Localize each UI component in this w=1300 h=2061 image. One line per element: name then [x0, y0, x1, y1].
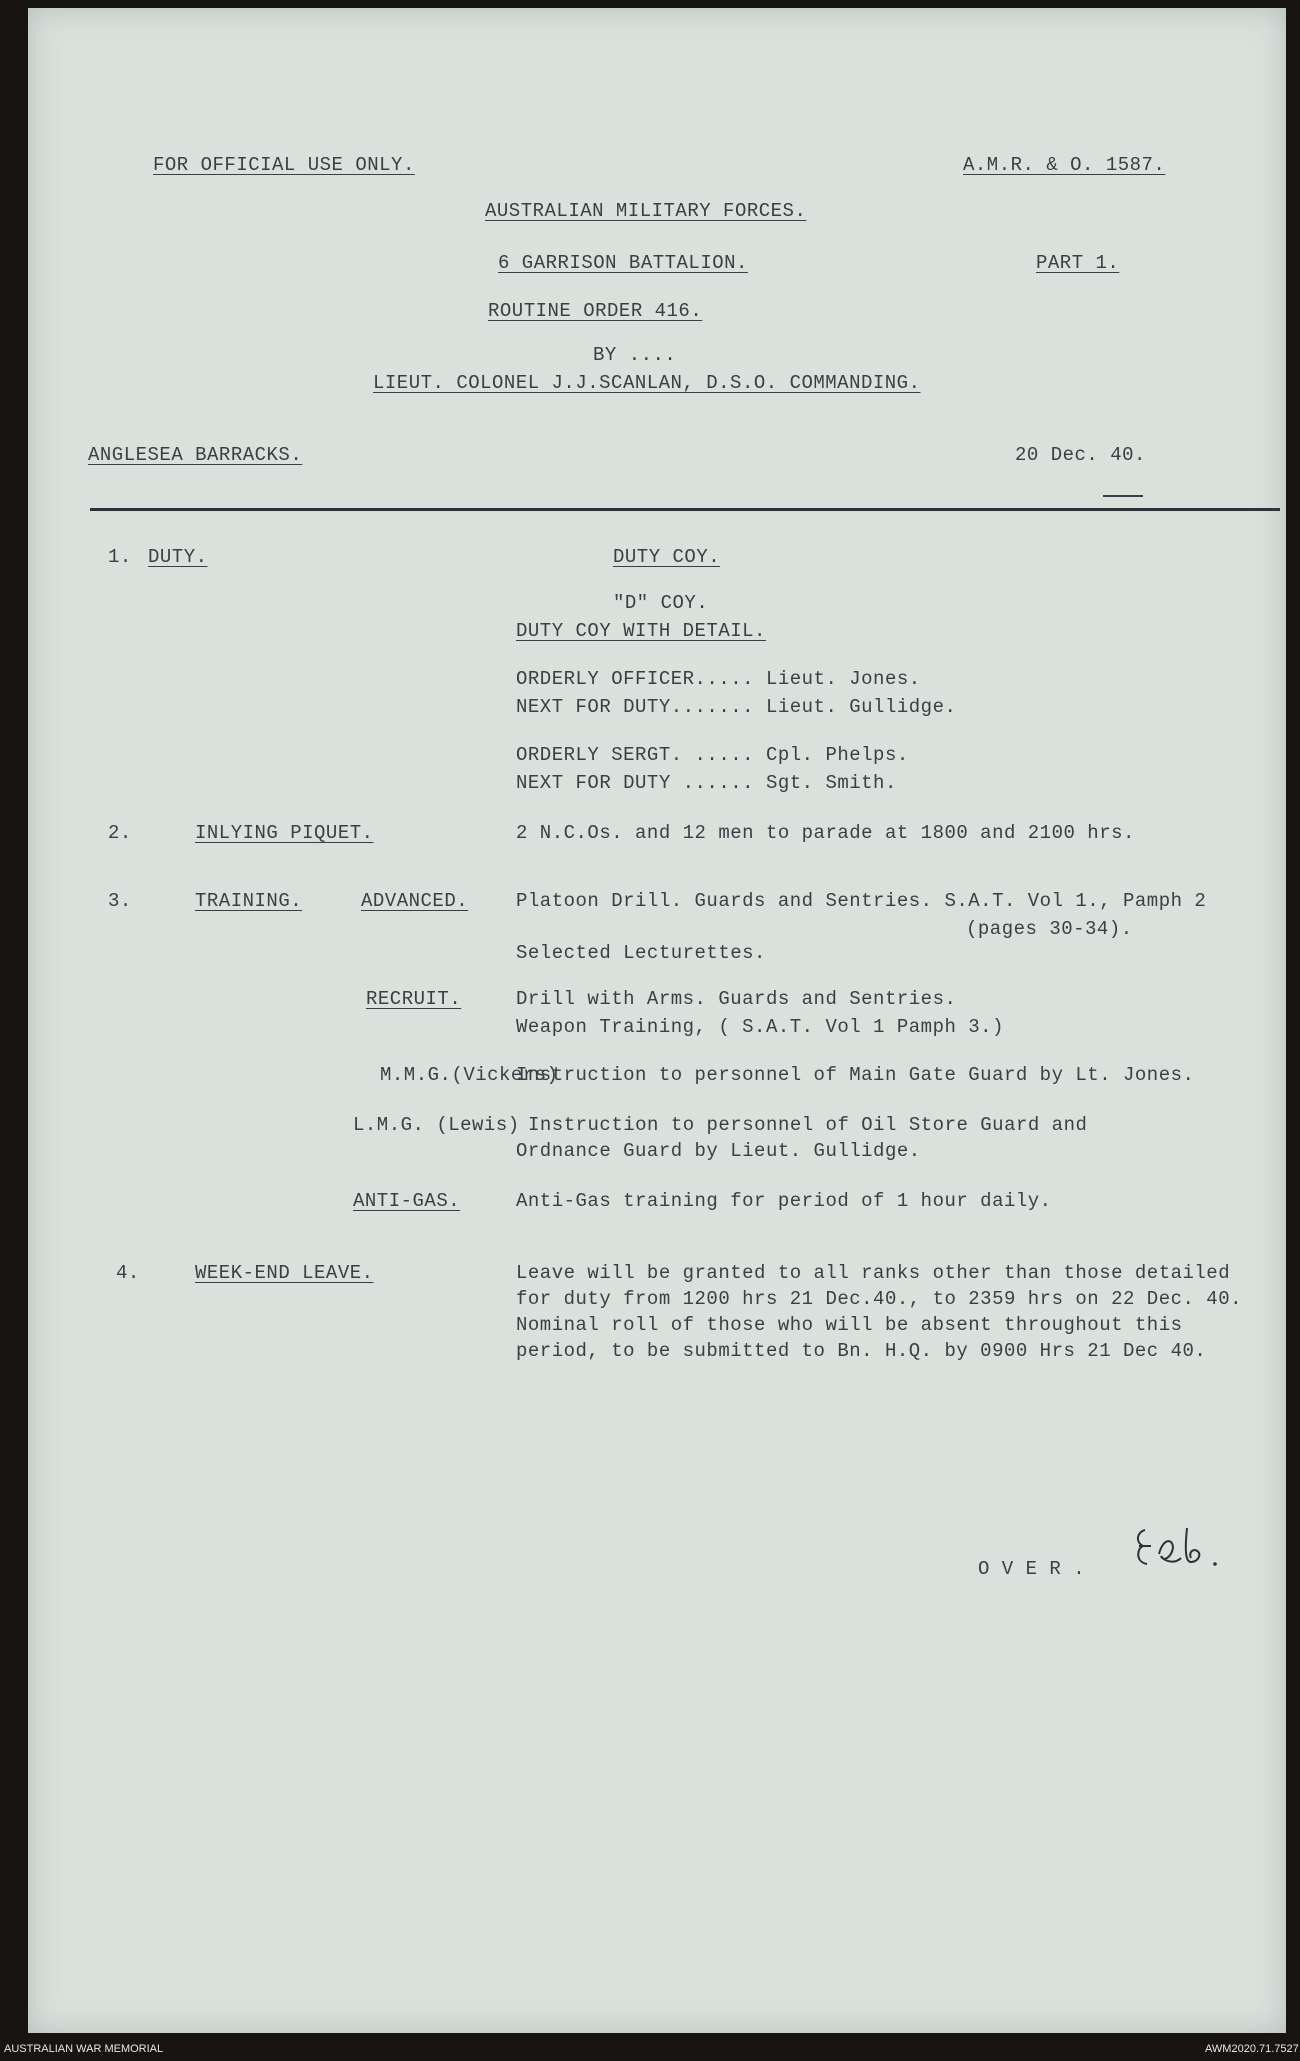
lmg-label: L.M.G. (Lewis) — [353, 1114, 520, 1136]
lmg-line: Instruction to personnel of Oil Store Guard and — [528, 1114, 1088, 1136]
part-label: PART 1. — [1036, 252, 1120, 274]
item-4-label: WEEK-END LEAVE. — [195, 1262, 374, 1284]
recruit-line: Drill with Arms. Guards and Sentries. — [516, 988, 957, 1010]
lmg-line: Ordnance Guard by Lieut. Gullidge. — [516, 1140, 921, 1162]
archive-caption-left: AUSTRALIAN WAR MEMORIAL — [4, 2043, 164, 2055]
mmg-text: Instruction to personnel of Main Gate Guard by Lt. Jones. — [516, 1064, 1195, 1086]
routine-order-title: ROUTINE ORDER 416. — [488, 300, 703, 322]
antigas-text: Anti-Gas training for period of 1 hour daily. — [516, 1190, 1052, 1212]
over-label: O V E R . — [978, 1558, 1086, 1580]
date-underline — [1103, 495, 1143, 497]
forces-title: AUSTRALIAN MILITARY FORCES. — [485, 200, 807, 222]
duty-coy-heading: DUTY COY. — [613, 546, 721, 568]
location-label: ANGLESEA BARRACKS. — [88, 444, 303, 466]
antigas-label: ANTI-GAS. — [353, 1190, 461, 1212]
date-label: 20 Dec. 40. — [1015, 444, 1146, 466]
leave-line: Leave will be granted to all ranks other than those detailed — [516, 1262, 1231, 1284]
piquet-text: 2 N.C.Os. and 12 men to parade at 1800 and 2100 hrs. — [516, 822, 1135, 844]
reference-number: A.M.R. & O. 1587. — [963, 154, 1166, 176]
advanced-line: (pages 30-34). — [966, 918, 1133, 940]
mmg-label: M.M.G.(Vickers) — [380, 1064, 559, 1086]
leave-line: for duty from 1200 hrs 21 Dec.40., to 2359 hrs on 22 Dec. 40. — [516, 1288, 1243, 1310]
header-rule — [90, 508, 1280, 511]
item-4-number: 4. — [116, 1262, 140, 1284]
leave-line: Nominal roll of those who will be absent throughout this — [516, 1314, 1183, 1336]
by-label: BY .... — [593, 344, 677, 366]
item-3-label: TRAINING. — [195, 890, 303, 912]
advanced-line: Selected Lecturettes. — [516, 942, 766, 964]
archive-caption-right: AWM2020.71.7527 — [1205, 2043, 1299, 2055]
battalion-title: 6 GARRISON BATTALION. — [498, 252, 748, 274]
duty-line: ORDERLY SERGT. ..... Cpl. Phelps. — [516, 744, 909, 766]
commander-line: LIEUT. COLONEL J.J.SCANLAN, D.S.O. COMMANDING. — [373, 372, 921, 394]
item-1-label: DUTY. — [148, 546, 208, 568]
document-page — [28, 8, 1286, 2033]
duty-coy-name: "D" COY. — [613, 592, 709, 614]
classification-label: FOR OFFICIAL USE ONLY. — [153, 154, 415, 176]
item-1-number: 1. — [108, 546, 132, 568]
leave-line: period, to be submitted to Bn. H.Q. by 0900 Hrs 21 Dec 40. — [516, 1340, 1207, 1362]
duty-line: NEXT FOR DUTY ...... Sgt. Smith. — [516, 772, 897, 794]
item-3-number: 3. — [108, 890, 132, 912]
duty-line: ORDERLY OFFICER..... Lieut. Jones. — [516, 668, 921, 690]
item-2-label: INLYING PIQUET. — [195, 822, 374, 844]
duty-coy-detail: DUTY COY WITH DETAIL. — [516, 620, 766, 642]
signature-initials — [1133, 1518, 1243, 1578]
recruit-line: Weapon Training, ( S.A.T. Vol 1 Pamph 3.) — [516, 1016, 1004, 1038]
advanced-label: ADVANCED. — [361, 890, 469, 912]
duty-line: NEXT FOR DUTY....... Lieut. Gullidge. — [516, 696, 957, 718]
item-2-number: 2. — [108, 822, 132, 844]
advanced-line: Platoon Drill. Guards and Sentries. S.A.T. Vol 1., Pamph 2 — [516, 890, 1207, 912]
recruit-label: RECRUIT. — [366, 988, 462, 1010]
